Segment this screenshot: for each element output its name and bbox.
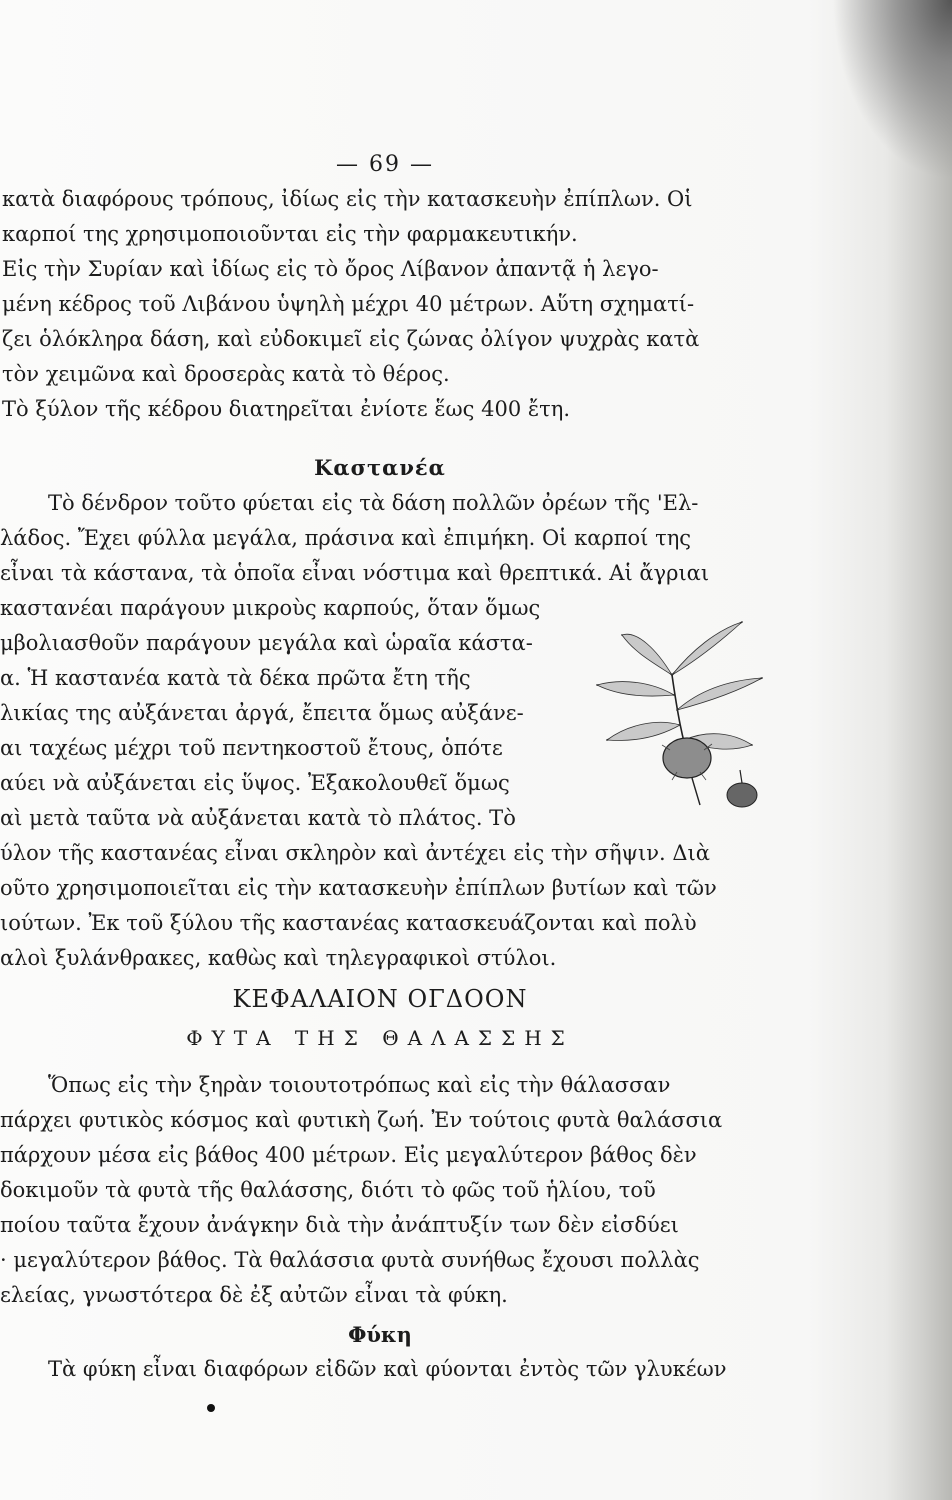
text-line: ποίου ταῦτα ἔχουν ἀνάγκην διὰ τὴν ἀνάπτυξίν των δὲν εἰσδύει (0, 1213, 679, 1237)
text-line: ελείας, γνωστότερα δὲ ἐξ αὐτῶν εἶναι τὰ φύκη. (0, 1283, 508, 1307)
text-line: τὸν χειμῶνα καὶ δροσερὰς κατὰ τὸ θέρος. (2, 362, 450, 386)
seaweed-paragraph (0, 1352, 890, 1387)
cedar-paragraphs (0, 182, 890, 427)
text-line: ιούτων. Ἐκ τοῦ ξύλου τῆς καστανέας κατασκευάζονται καὶ πολὺ (0, 911, 697, 935)
chapter-title: ΚΕΦΑΛΑΙΟΝ ΟΓΔΟΟΝ (232, 985, 528, 1013)
text-line: ύλον τῆς καστανέας εἶναι σκληρὸν καὶ ἀντέχει εἰς τὴν σῆψιν. Διὰ (0, 841, 710, 865)
text-line: οῦτο χρησιμοποιεῖται εἰς τὴν κατασκευὴν ἐπίπλων βυτίων καὶ τῶν (0, 876, 717, 900)
text-line: Τὰ φύκη εἶναι διαφόρων εἰδῶν καὶ φύονται ἐντὸς τῶν γλυκέων (48, 1357, 727, 1381)
text-line: Τὸ δένδρον τοῦτο φύεται εἰς τὰ δάση πολλῶν ὀρέων τῆς 'Ελ- (48, 491, 699, 515)
section-heading-seaweed: Φύκη (348, 1322, 412, 1347)
chestnut-branch-illustration (582, 600, 772, 815)
text-line: εἶναι τὰ κάστανα, τὰ ὁποῖα εἶναι νόστιμα καὶ θρεπτικά. Αἱ ἄγριαι (0, 561, 710, 585)
text-line: πάρχουν μέσα εἰς βάθος 400 μέτρων. Εἰς μεγαλύτερον βάθος δὲν (0, 1143, 697, 1167)
text-line: αι ταχέως μέχρι τοῦ πεντηκοστοῦ ἔτους, ὁπότε (0, 736, 503, 760)
text-line: αύει νὰ αὐξάνεται εἰς ὕψος. Ἐξακολουθεῖ ὅμως (0, 771, 510, 795)
text-line: · μεγαλύτερον βάθος. Τὰ θαλάσσια φυτὰ συνήθως ἔχουσι πολλὰς (0, 1248, 700, 1272)
text-line: αὶ μετὰ ταῦτα νὰ αὐξάνεται κατὰ τὸ πλάτος. Τὸ (0, 806, 516, 830)
ink-dot (207, 1404, 215, 1412)
text-line: δοκιμοῦν τὰ φυτὰ τῆς θαλάσσης, διότι τὸ φῶς τοῦ ἡλίου, τοῦ (0, 1178, 656, 1202)
text-line: Εἰς τὴν Συρίαν καὶ ἰδίως εἰς τὸ ὄρος Λίβανον ἀπαντᾷ ἡ λεγο- (2, 257, 659, 281)
section-heading-chestnut: Καστανέα (314, 455, 446, 480)
text-line: λάδος. Ἔχει φύλλα μεγάλα, πράσινα καὶ ἐπιμήκη. Οἱ καρποί της (0, 526, 692, 550)
text-line: ζει ὁλόκληρα δάση, καὶ εὐδοκιμεῖ εἰς ζώνας ὀλίγον ψυχρὰς κατὰ (2, 327, 700, 351)
text-line: Τὸ ξύλον τῆς κέδρου διατηρεῖται ἐνίοτε ἕως 400 ἔτη. (2, 397, 571, 421)
text-line: μβολιασθοῦν παράγουν μεγάλα καὶ ὡραῖα κάστα- (0, 631, 533, 655)
text-line: καστανέαι παράγουν μικροὺς καρπούς, ὅταν ὅμως (0, 596, 541, 620)
page-number: — 69 — (336, 152, 434, 177)
text-line: Ὅπως εἰς τὴν ξηρὰν τοιουτοτρόπως καὶ εἰς τὴν θάλασσαν (48, 1073, 671, 1097)
text-line: πάρχει φυτικὸς κόσμος καὶ φυτικὴ ζωή. Ἐν τούτοις φυτὰ θαλάσσια (0, 1108, 723, 1132)
text-line: α. Ἡ καστανέα κατὰ τὰ δέκα πρῶτα ἔτη τῆς (0, 666, 471, 690)
page-corner-shadow (832, 0, 952, 180)
text-line: κατὰ διαφόρους τρόπους, ἰδίως εἰς τὴν κατασκευὴν ἐπίπλων. Οἱ (2, 187, 693, 211)
text-line: καρποί της χρησιμοποιοῦνται εἰς τὴν φαρμακευτικήν. (2, 222, 578, 246)
text-line: λικίας της αὐξάνεται ἀργά, ἔπειτα ὅμως αὐξάνε- (0, 701, 524, 725)
text-line: μένη κέδρος τοῦ Λιβάνου ὑψηλὴ μέχρι 40 μέτρων. Αὕτη σχηματί- (2, 292, 695, 316)
text-line: αλοὶ ξυλάνθρακες, καθὼς καὶ τηλεγραφικοὶ στύλοι. (0, 946, 557, 970)
chapter-subtitle: ΦΥΤΑ ΤΗΣ ΘΑΛΑΣΣΗΣ (186, 1026, 574, 1050)
sea-plants-paragraph (0, 1068, 890, 1313)
